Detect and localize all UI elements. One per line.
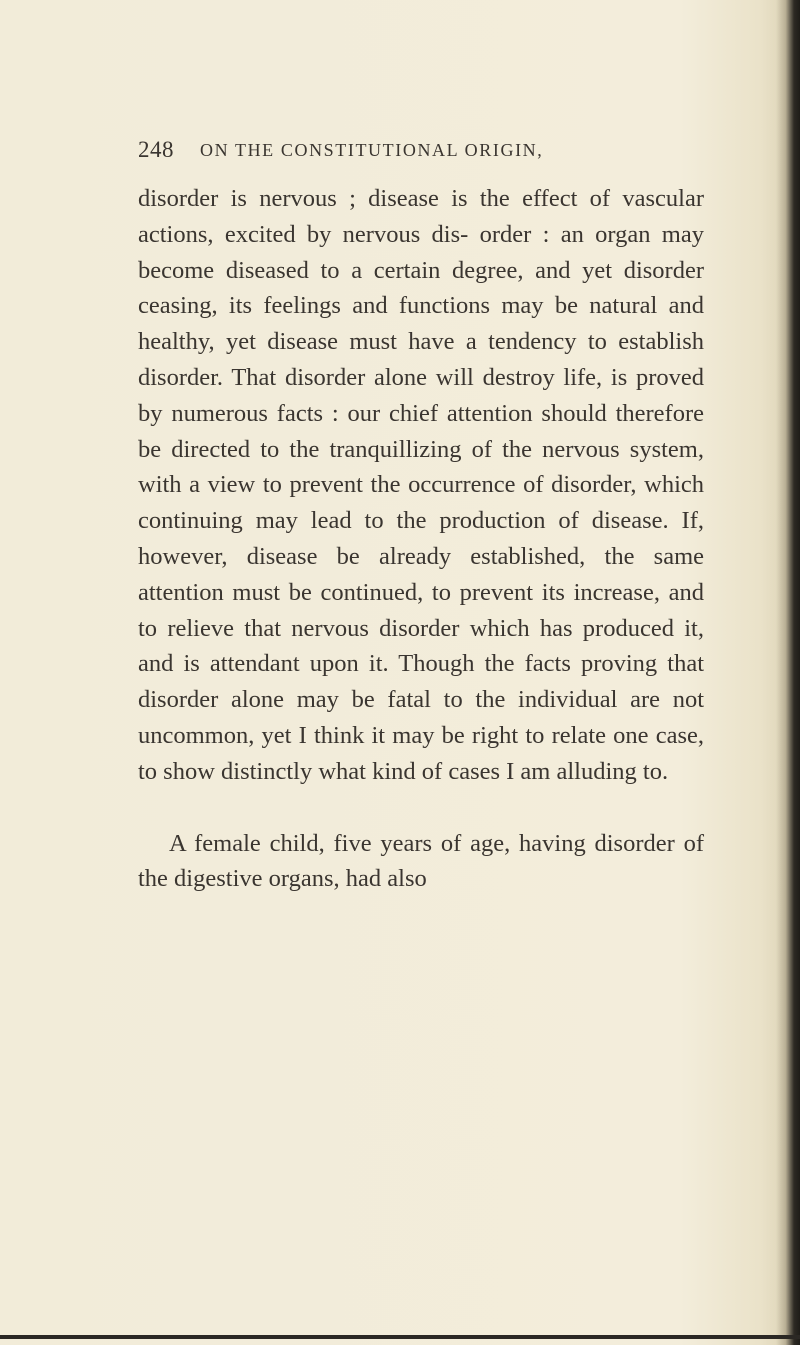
paragraph-1: disorder is nervous ; disease is the effect of vascular actions, excited by nervous dis- order : an organ may become diseased to a certain degree, and yet disorder ceasing, its feelings and functions may be natural and healthy, yet disease must have a tendency to establish disorder. That disorder alone will destroy life, is proved by numerous facts : our chief attention should therefore be directed to the tranquillizing of the nervous system, with a view to prevent the occurrence of disorder, which continuing may lead to the production of disease. If, however, disease be already established, the same attention must be continued, to prevent its increase, and to relieve that nervous disorder which has produced it, and is attendant upon it. Though the facts proving that disorder alone may be fatal to the individual are not uncommon, yet I think it may be right to relate one case, to show distinctly what kind of cases I am alluding to. (138, 185, 704, 785)
page-header (138, 137, 698, 175)
paragraph-spacer (138, 790, 704, 826)
page-edge-shadow (776, 0, 800, 1345)
running-title: ON THE CONSTITUTIONAL ORIGIN, (200, 140, 544, 160)
bottom-edge-line (0, 1335, 800, 1339)
page-number: 248 (138, 137, 174, 162)
paragraph-2: A female child, five years of age, having disorder of the digestive organs, had also (138, 829, 704, 893)
body-text (138, 181, 704, 897)
